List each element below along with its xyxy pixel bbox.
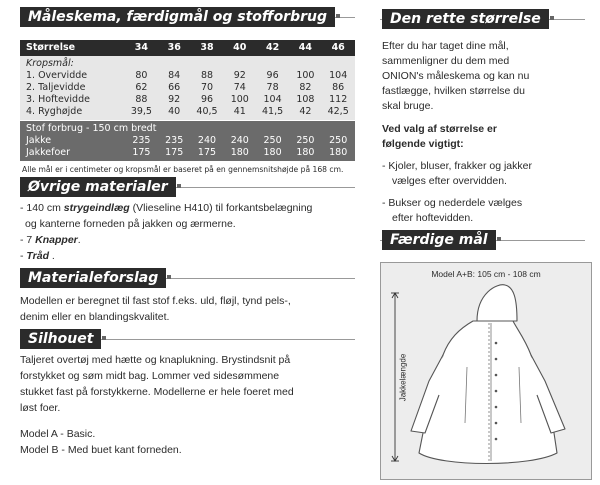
list-item: - 7 Knapper.	[20, 234, 81, 246]
material-suggestion-text: Modellen er beregnet til fast stof f.eks. uld, fløjl, tynd pels-, denim eller en blandingskvalitet.	[20, 295, 291, 323]
coat-flat-drawing	[381, 263, 593, 481]
section-header-material-suggestion: Materialeforslag	[20, 268, 166, 288]
right-size-text: Efter du har taget dine mål, sammenligner du dem med ONION's måleskema og kan nu fastlægge, hvilken størrelse du skal bruge. Ved valg af størrelse er følgende vigtigt: - Kjoler, bluser, frakker og jakker vælges efter overvidden. - Bukser og nederdele vælges efter hoftevidden.	[382, 40, 532, 224]
table-row: 3. Hoftevidde 88 92 96 100 104 108 112	[26, 94, 348, 105]
table-row: 1. Overvidde 80 84 88 92 96 100 104	[26, 70, 348, 81]
table-row: 4. Ryghøjde 39,5 40 40,5 41 41,5 42 42,5	[26, 106, 349, 117]
fabric-label: Stof forbrug - 150 cm bredt	[26, 123, 157, 134]
table-row: Jakke 235 235 240 240 250 250 250	[26, 135, 348, 146]
body-measurements	[20, 56, 355, 120]
section-header-measurements: Måleskema, færdigmål og stofforbrug	[20, 7, 335, 27]
fabric-consumption	[20, 121, 355, 161]
size-table-header: Størrelse 34 36 38 40 42 44 46	[20, 40, 355, 56]
list-item: - 140 cm strygeindlæg (Vlieseline H410) til forkantsbelægning	[20, 202, 313, 214]
size-table	[20, 40, 355, 174]
body-label: Kropsmål:	[26, 58, 74, 69]
garment-drawing-panel	[380, 262, 592, 480]
section-header-other-materials: Øvrige materialer	[20, 177, 176, 197]
table-row: Jakkefoer 175 175 175 180 180 180 180	[26, 147, 348, 158]
section-header-silhouette: Silhouet	[20, 329, 101, 349]
list-item: - Tråd .	[20, 250, 55, 262]
section-header-finished: Færdige mål	[382, 230, 496, 250]
other-materials-list	[20, 200, 350, 264]
jacket-length-label: Jakkelængde	[398, 353, 408, 402]
table-row: 2. Taljevidde 62 66 70 74 78 82 86	[26, 82, 345, 93]
list-item: og kanterne forneden på jakken og ærmerne.	[25, 218, 236, 230]
silhouette-text: Taljeret overtøj med hætte og knaplukning. Brystindsnit på forstykket og søm midt bag. Lommer ved sidesømmene stukket fast på forstykkerne. Modellerne er hele foeret med løst foer. Model A - Basic. Model B - Med buet kant forneden.	[20, 354, 294, 456]
table-note: Alle mål er i centimeter og kropsmål er baseret på en gennemsnitshøjde på 168 cm.	[22, 165, 344, 174]
drawing-caption: Model A+B: 105 cm - 108 cm	[431, 269, 541, 279]
section-header-right-size: Den rette størrelse	[382, 9, 549, 29]
